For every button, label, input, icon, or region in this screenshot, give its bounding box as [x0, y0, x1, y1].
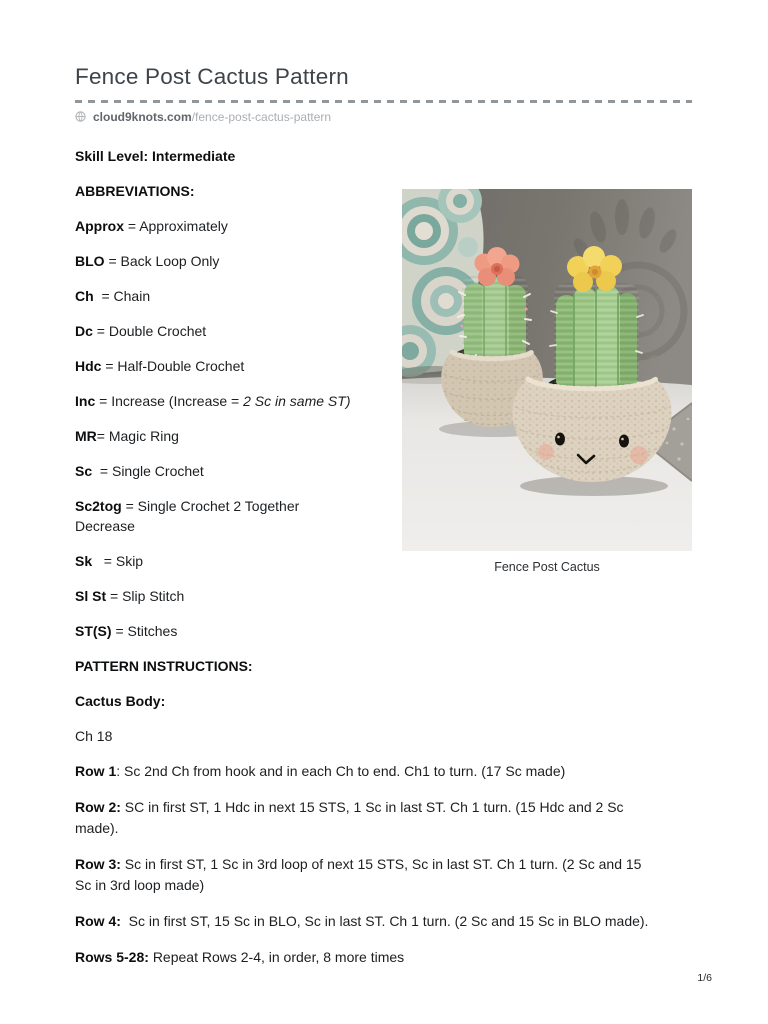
row-label: Row 2:: [75, 798, 121, 815]
row-label: Row 1: [75, 762, 117, 779]
page-title: Fence Post Cactus Pattern: [75, 64, 349, 89]
abbr-term: Dc: [75, 322, 93, 339]
source-url[interactable]: [75, 110, 692, 124]
abbr-term: ST(S): [75, 622, 112, 639]
abbreviation-item: Sk = Skip: [75, 552, 144, 569]
row-label: Row 4:: [75, 912, 121, 929]
abbr-term: Sk: [75, 552, 93, 569]
skill-level: Skill Level: Intermediate: [75, 147, 236, 164]
abbreviation-item: MR= Magic Ring: [75, 427, 179, 444]
abbr-term: Inc: [75, 392, 96, 409]
abbreviation-item: Inc = Increase (Increase = 2 Sc in same ST): [75, 392, 351, 409]
cactus-photo-illustration: [402, 189, 692, 551]
cactus-body-heading: Cactus Body:: [75, 692, 166, 709]
url-path: /fence-post-cactus-pattern: [191, 109, 332, 124]
abbr-term: Approx: [75, 217, 124, 234]
abbreviation-item: Dc = Double Crochet: [75, 322, 207, 339]
abbreviation-item: Hdc = Half-Double Crochet: [75, 357, 245, 374]
abbreviation-item: Sc2tog = Single Crochet 2 Together Decrease: [75, 497, 300, 534]
row-label: Row 3:: [75, 855, 121, 872]
abbr-term: MR: [75, 427, 97, 444]
abbr-term: Hdc: [75, 357, 102, 374]
front-cactus-body: [550, 278, 643, 393]
abbreviations-heading: ABBREVIATIONS:: [75, 182, 195, 199]
back-cactus-body: [458, 273, 531, 365]
chain-start: Ch 18: [75, 727, 113, 744]
abbreviation-item: Approx = Approximately: [75, 217, 228, 234]
abbreviation-item: Ch = Chain: [75, 287, 151, 304]
abbr-term: BLO: [75, 252, 105, 269]
page-number: 1/6: [697, 972, 712, 984]
photo-caption: Fence Post Cactus: [494, 559, 600, 574]
abbr-term: Sc2tog: [75, 497, 122, 514]
abbreviation-item: ST(S) = Stitches: [75, 622, 178, 639]
abbr-term: Sl St: [75, 587, 107, 604]
url-domain: cloud9knots.com: [93, 109, 192, 124]
abbr-term: Sc: [75, 462, 93, 479]
dashed-divider: [75, 100, 692, 103]
pattern-row: Row 2: SC in first ST, 1 Hdc in next 15 STS, 1 Sc in last ST. Ch 1 turn. (15 Hdc and 2 Sc made).: [75, 798, 624, 836]
pattern-row: Row 1: Sc 2nd Ch from hook and in each Ch to end. Ch1 to turn. (17 Sc made): [75, 762, 566, 779]
pattern-rows: [75, 761, 692, 968]
abbreviation-item: Sc = Single Crochet: [75, 462, 204, 479]
pattern-row: Rows 5-28: Repeat Rows 2-4, in order, 8 more times: [75, 948, 405, 965]
pattern-row: Row 3: Sc in first ST, 1 Sc in 3rd loop of next 15 STS, Sc in last ST. Ch 1 turn. (2 Sc and 15 Sc in 3rd loop made): [75, 855, 642, 893]
abbr-term: Ch: [75, 287, 94, 304]
row-label: Rows 5-28:: [75, 948, 149, 965]
pattern-row: Row 4: Sc in first ST, 15 Sc in BLO, Sc in last ST. Ch 1 turn. (2 Sc and 15 Sc in BLO made).: [75, 912, 649, 929]
url-text: [93, 110, 331, 124]
pattern-photo: [402, 189, 692, 574]
abbreviation-item: BLO = Back Loop Only: [75, 252, 220, 269]
abbreviation-item: Sl St = Slip Stitch: [75, 587, 185, 604]
pattern-instructions-heading: PATTERN INSTRUCTIONS:: [75, 657, 253, 674]
globe-icon: [75, 111, 86, 122]
